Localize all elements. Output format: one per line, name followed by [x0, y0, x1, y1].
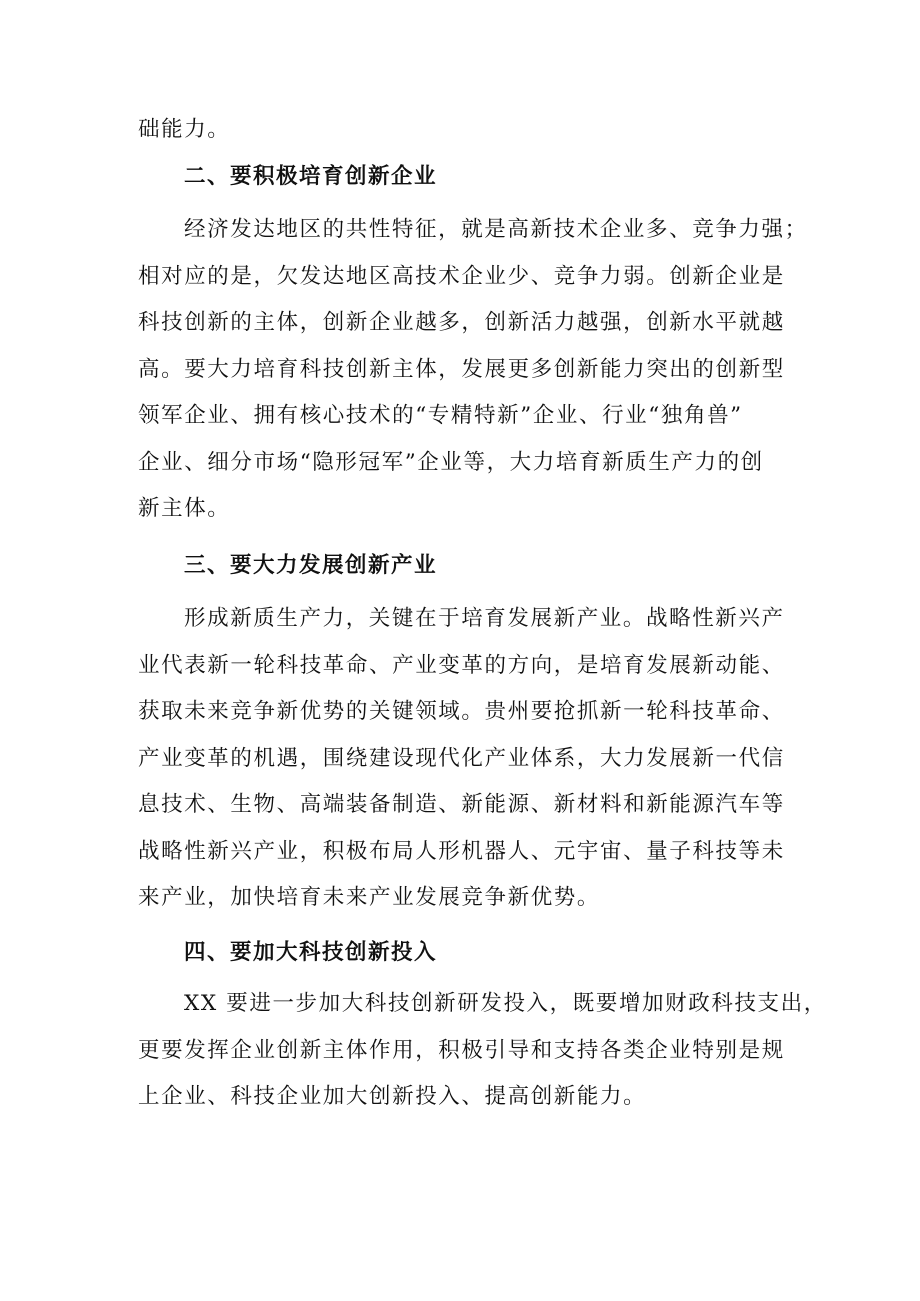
text-line: 领军企业、拥有核心技术的“专精特新”企业、行业“独角兽” — [138, 403, 743, 428]
text-line: 战略性新兴产业，积极布局人形机器人、元宇宙、量子科技等未 — [138, 838, 785, 864]
heading-text: 四、要加大科技创新投入 — [184, 940, 438, 965]
heading-text: 三、要大力发展创新产业 — [184, 553, 438, 578]
text-line: 息技术、生物、高端装备制造、新能源、新材料和新能源汽车等 — [138, 792, 785, 817]
text-line: 业代表新一轮科技革命、产业变革的方向，是培育发展新动能、 — [138, 652, 785, 678]
paragraph-investment — [138, 981, 827, 1121]
text-line: 产业变革的机遇，围绕建设现代化产业体系，大力发展新一代信 — [138, 745, 785, 771]
paragraph-innovative-industries — [138, 596, 798, 922]
text-line: 相对应的是，欠发达地区高技术企业少、竞争力弱。创新企业是 — [138, 263, 785, 289]
text-line: 企业、细分市场“隐形冠军”企业等，大力培育新质生产力的创 — [138, 449, 764, 475]
text-line: 高。要大力培育科技创新主体，发展更多创新能力突出的创新型 — [138, 356, 785, 382]
text-line: XX 要进一步加大科技创新研发投入，既要增加财政科技支出， — [184, 991, 827, 1016]
text-line: 获取未来竞争新优势的关键领域。贵州要抢抓新一轮科技革命、 — [138, 699, 785, 724]
text-line: 经济发达地区的共性特征，就是高新技术企业多、竞争力强； — [184, 217, 808, 242]
text-line: 上企业、科技企业加大创新投入、提高创新能力。 — [138, 1084, 647, 1109]
text-line: 来产业，加快培育未来产业发展竞争新优势。 — [138, 885, 601, 910]
text-line: 科技创新的主体，创新企业越多，创新活力越强，创新水平就越 — [138, 310, 785, 335]
text-line: 新主体。 — [138, 496, 231, 521]
text-line: 础能力。 — [138, 117, 231, 142]
text-line: 更要发挥企业创新主体作用，积极引导和支持各类企业特别是规 — [138, 1037, 785, 1063]
text-line: 形成新质生产力，关键在于培育发展新产业。战略性新兴产 — [184, 606, 785, 631]
section-heading-3 — [138, 543, 798, 590]
section-heading-4 — [138, 930, 798, 977]
paragraph-continuation — [138, 107, 798, 154]
section-heading-2 — [138, 154, 798, 201]
heading-text: 二、要积极培育创新企业 — [184, 164, 438, 189]
paragraph-innovative-enterprises — [138, 207, 808, 533]
